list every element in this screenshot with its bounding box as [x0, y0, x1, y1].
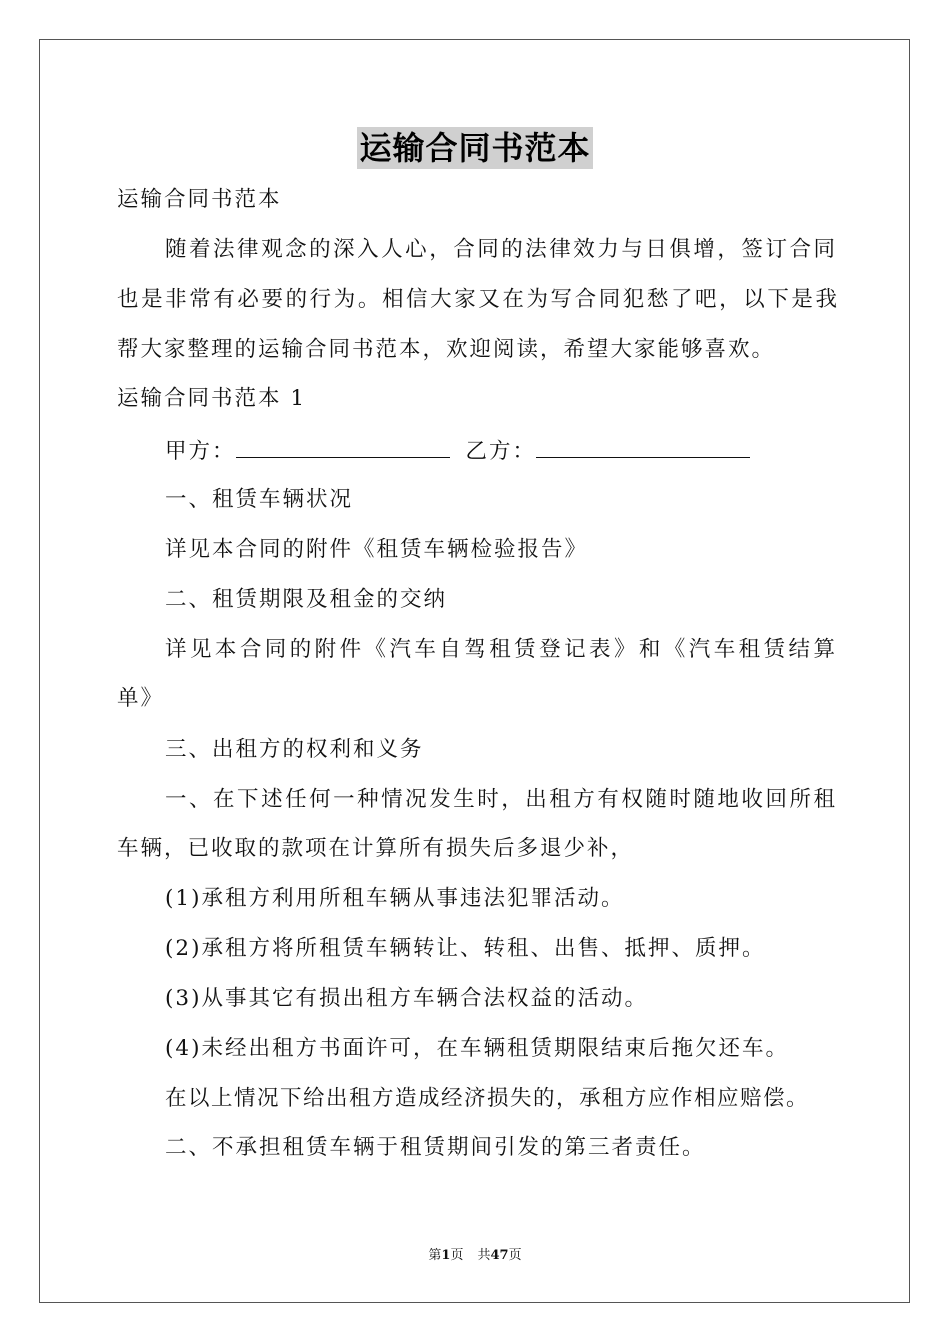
page-border — [39, 39, 910, 1303]
compensation-text: 在以上情况下给出租方造成经济损失的，承租方应作相应赔偿。 — [165, 1086, 810, 1111]
page-number: 1 — [441, 1248, 451, 1263]
page-prefix: 第 — [428, 1248, 442, 1263]
clause-1-title: 一、租赁车辆状况 — [165, 487, 354, 512]
page-suffix: 页 — [450, 1248, 464, 1263]
clause-1-body: 详见本合同的附件《租赁车辆检验报告》 — [165, 537, 589, 562]
intro-line-3: 帮大家整理的运输合同书范本，欢迎阅读，希望大家能够喜欢。 — [117, 337, 776, 362]
party-a-blank — [236, 437, 450, 458]
list-item-2: (2)承租方将所租赁车辆转让、转租、出售、抵押、质押。 — [165, 936, 766, 961]
clause-3-para-1-line-2: 车辆，已收取的款项在计算所有损失后多退少补， — [117, 836, 635, 861]
page-footer — [0, 1247, 950, 1265]
total-prefix: 共 — [477, 1248, 491, 1263]
intro-line-1: 随着法律观念的深入人心，合同的法律效力与日俱增，签订合同 — [165, 237, 835, 262]
list-item-1: (1)承租方利用所租车辆从事违法犯罪活动。 — [165, 886, 625, 911]
intro-line-2: 也是非常有必要的行为。相信大家又在为写合同犯愁了吧，以下是我 — [117, 287, 837, 312]
clause-3-para-1-line-1: 一、在下述任何一种情况发生时，出租方有权随时随地收回所租 — [165, 787, 835, 812]
total-suffix: 页 — [508, 1248, 522, 1263]
clause-2-title: 二、租赁期限及租金的交纳 — [165, 587, 448, 612]
title-container — [0, 127, 950, 169]
list-item-3: (3)从事其它有损出租方车辆合法权益的活动。 — [165, 986, 648, 1011]
section-heading: 运输合同书范本 1 — [117, 386, 307, 411]
clause-2-body-line-1: 详见本合同的附件《汽车自驾租赁登记表》和《汽车租赁结算 — [165, 637, 835, 662]
parties-line — [165, 437, 835, 466]
clause-3-para-2: 二、不承担租赁车辆于租赁期间引发的第三者责任。 — [165, 1135, 706, 1160]
total-pages: 47 — [490, 1248, 509, 1263]
list-item-4: (4)未经出租方书面许可，在车辆租赁期限结束后拖欠还车。 — [165, 1036, 789, 1061]
document-subtitle: 运输合同书范本 — [117, 187, 282, 212]
party-b-label: 乙方： — [465, 439, 537, 464]
clause-3-title: 三、出租方的权利和义务 — [165, 737, 424, 762]
clause-2-body-line-2: 单》 — [117, 686, 165, 711]
document-title: 运输合同书范本 — [359, 129, 591, 167]
party-a-label: 甲方： — [165, 439, 236, 464]
party-b-blank — [536, 437, 750, 458]
